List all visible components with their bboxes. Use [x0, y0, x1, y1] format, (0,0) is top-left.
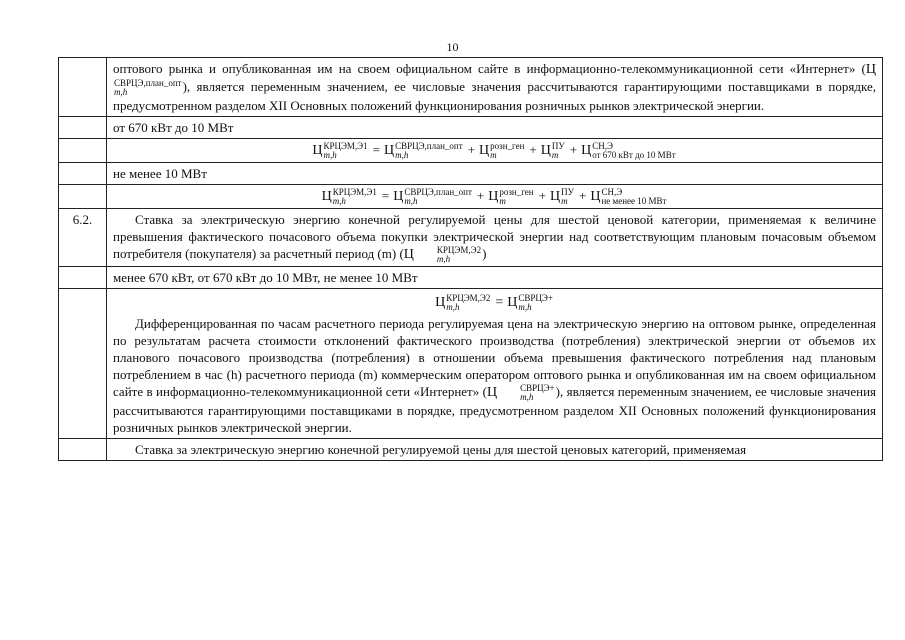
row-number-cell [59, 117, 107, 139]
paragraph-text: ) [482, 246, 487, 262]
formula-cell [107, 185, 883, 209]
description-cell [107, 209, 883, 267]
row-number-cell [59, 267, 107, 289]
table-row [59, 209, 883, 267]
row-number-cell [59, 289, 107, 439]
description-cell [107, 289, 883, 439]
power-range-label: от 670 кВт до 10 МВт [107, 117, 883, 139]
paragraph-text: Дифференцированная по часам расчетного периода регулируемая цена на электрическую энергию на оптовом рынке, определенная по результатам расчета стоимости отклонений фактического производства (потребления) электрической энергии от объемов их планового почасового производства (потребления) в отношении объема превышения фактического потребления над плановым потреблением в час (h) расчетного периода (m) коммерческим оператором оптового рынка и опубликованная им на своем официальном сайте в информационно-телекоммуникационной сети «Интернет» ( [113, 316, 876, 400]
formula: Ц КРЦЭМ,Э1 m,h = Ц СВРЦЭ,план_опт m,h + Ц розн_ген m + Ц ПУ m + Ц СН,Э от 670 кВт до 10 МВт [312, 141, 676, 161]
paragraph-text: Ставка за электрическую энергию конечной регулируемой цены для шестой ценовой категории, применяемая к величине превышения фактического почасового объема покупки электрической энергии над соответствующим плановым почасовым объемом потребителя (покупателя) за расчетный период (m) ( [113, 212, 876, 262]
table-row [59, 289, 883, 439]
page-number: 10 [446, 40, 459, 54]
inline-symbol: Ц КРЦЭМ,Э2 m,h [403, 245, 482, 265]
description-cell: Ставка за электрическую энергию конечной регулируемой цены для шестой ценовых категорий, применяемая [107, 439, 883, 461]
paragraph-text: ), является переменным значением, ее числовые значения рассчитываются гарантирующими поставщиками в порядке, предусмотренном разделом XII Основных положений функционирования розничных рынков электрической энергии. [113, 79, 876, 114]
row-number-cell: 6.2. [59, 209, 107, 267]
table-row [59, 439, 883, 461]
tariff-table [58, 57, 883, 461]
paragraph-text: оптового рынка и опубликованная им на своем официальном сайте в информационно-телекоммуникационной сети «Интернет» ( [113, 61, 866, 76]
table-row [59, 185, 883, 209]
table-row [59, 139, 883, 163]
table-row [59, 267, 883, 289]
formula: Ц КРЦЭМ,Э1 m,h = Ц СВРЦЭ,план_опт m,h + Ц розн_ген m + Ц ПУ m + Ц СН,Э не менее 10 МВт [321, 187, 667, 207]
table-row [59, 58, 883, 117]
paragraph [113, 315, 876, 436]
table-row [59, 163, 883, 185]
formula-cell [107, 139, 883, 163]
formula: Ц КРЦЭМ,Э2 m,h = Ц СВРЦЭ+ m,h [435, 292, 553, 312]
description-cell [107, 58, 883, 117]
inline-symbol: Ц СВРЦЭ,план_опт m,h [114, 62, 876, 98]
row-number-cell [59, 439, 107, 461]
row-number-cell [59, 58, 107, 117]
power-range-label: не менее 10 МВт [107, 163, 883, 185]
row-number-cell [59, 139, 107, 163]
inline-symbol: Ц СВРЦЭ+ m,h [486, 383, 555, 403]
row-number-cell [59, 185, 107, 209]
power-range-label: менее 670 кВт, от 670 кВт до 10 МВт, не менее 10 МВт [107, 267, 883, 289]
paragraph-text: ), является переменным значением, ее числовые значения рассчитываются гарантирующими поставщиками в порядке, предусмотренном разделом XII Основных положений функционирования розничных рынков электрической энергии. [113, 384, 877, 436]
row-number-cell [59, 163, 107, 185]
table-row [59, 117, 883, 139]
